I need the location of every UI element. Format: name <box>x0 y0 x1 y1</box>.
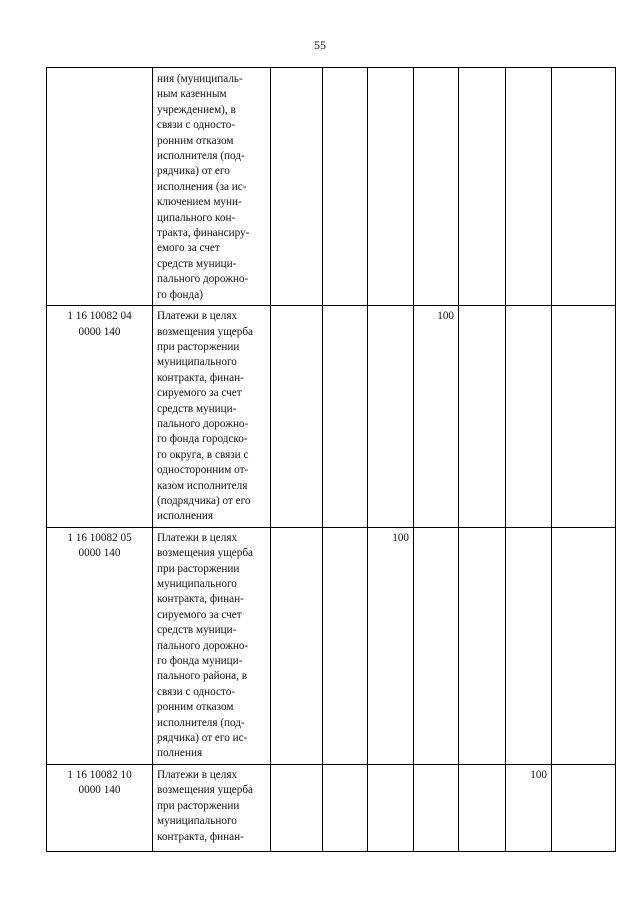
value-cell <box>506 68 552 306</box>
value-cell <box>506 306 552 528</box>
page-number: 55 <box>314 38 326 52</box>
value-cell <box>271 527 323 764</box>
value-cell <box>368 306 414 528</box>
value-cell <box>368 764 414 851</box>
budget-table <box>46 67 616 852</box>
value-cell <box>552 68 616 306</box>
value-cell <box>414 764 459 851</box>
value-cell <box>459 68 506 306</box>
value-cell <box>552 764 616 851</box>
value-cell <box>271 68 323 306</box>
value-cell <box>323 68 368 306</box>
description-cell: ния (муниципаль- ным казенным учреждением), в связи с односто- ронним отказом исполнителя (под- рядчика) от его исполнения (за ис- ключением муни- ципального кон- тракта, финансиру- емого за счет средств муници- пального дорожно- го фонда) <box>153 68 271 306</box>
description-cell: Платежи в целях возмещения ущерба при расторжении муниципального контракта, финан- сируемого за счет средств муници- пального дорожно- го фонда городско- го округа, в связи с односторонним от- казом исполнителя (подрядчика) от его исполнения <box>153 306 271 528</box>
value-cell: 100 <box>414 306 459 528</box>
value-cell <box>323 527 368 764</box>
value-cell <box>414 68 459 306</box>
income-code-cell: 1 16 10082 04 0000 140 <box>47 306 153 528</box>
table-row <box>47 764 616 851</box>
value-cell: 100 <box>506 764 552 851</box>
table-row <box>47 68 616 306</box>
value-cell <box>323 306 368 528</box>
value-cell <box>459 306 506 528</box>
table-row <box>47 306 616 528</box>
value-cell <box>506 527 552 764</box>
description-cell: Платежи в целях возмещения ущерба при расторжении муниципального контракта, финан- <box>153 764 271 851</box>
value-cell <box>368 68 414 306</box>
value-cell <box>414 527 459 764</box>
income-code-cell <box>47 68 153 306</box>
value-cell: 100 <box>368 527 414 764</box>
table-row <box>47 527 616 764</box>
value-cell <box>552 527 616 764</box>
description-cell: Платежи в целях возмещения ущерба при расторжении муниципального контракта, финан- сируемого за счет средств муници- пального дорожно- го фонда муници- пального района, в связи с односто- ронним отказом исполнителя (под- рядчика) от его ис- полнения <box>153 527 271 764</box>
income-code-cell: 1 16 10082 10 0000 140 <box>47 764 153 851</box>
value-cell <box>459 764 506 851</box>
value-cell <box>323 764 368 851</box>
income-code-cell: 1 16 10082 05 0000 140 <box>47 527 153 764</box>
value-cell <box>459 527 506 764</box>
value-cell <box>271 764 323 851</box>
value-cell <box>271 306 323 528</box>
value-cell <box>552 306 616 528</box>
